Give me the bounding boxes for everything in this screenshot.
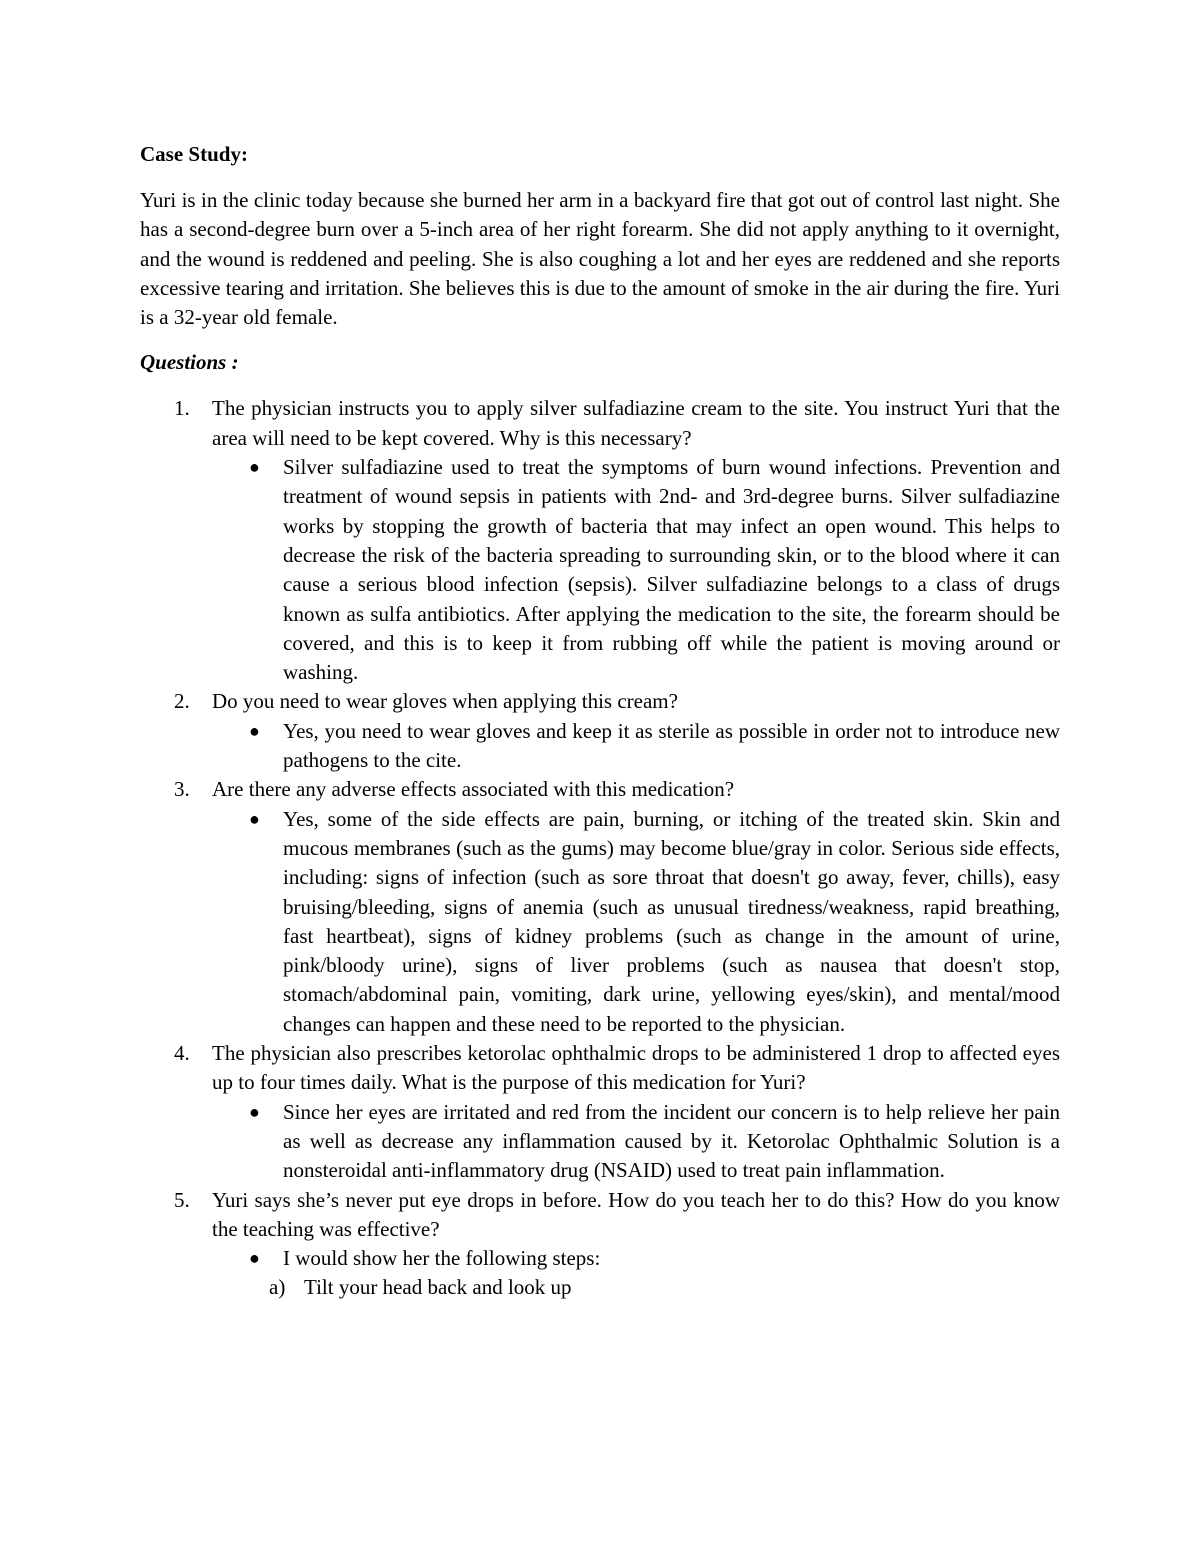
questions-list	[140, 394, 1060, 1302]
answer-text: Silver sulfadiazine used to treat the symptoms of burn wound infections. Prevention and treatment of wound sepsis in patients with 2nd- and 3rd-degree burns. Silver sulfadiazine works by stopping the growth of bacteria that may infect an open wound. This helps to decrease the risk of the bacteria spreading to surrounding skin, or to the blood where it can cause a serious blood infection (sepsis). Silver sulfadiazine belongs to a class of drugs known as sulfa antibiotics. After applying the medication to the site, the forearm should be covered, and this is to keep it from rubbing off while the patient is moving around or washing.	[283, 455, 1060, 685]
answer-list	[212, 1098, 1060, 1186]
question-number: 3.	[174, 777, 190, 802]
answer-item	[212, 717, 1060, 776]
question-text: The physician also prescribes ketorolac ophthalmic drops to be administered 1 drop to affected eyes up to four times daily. What is the purpose of this medication for Yuri?	[212, 1041, 1060, 1095]
question-item	[140, 1039, 1060, 1185]
questions-heading: Questions :	[140, 350, 239, 375]
answer-item	[212, 805, 1060, 1039]
bullet-icon: ●	[249, 720, 260, 741]
case-study-heading: Case Study:	[140, 142, 248, 166]
answer-text: Since her eyes are irritated and red from the incident our concern is to help relieve her pain as well as decrease any inflammation caused by it. Ketorolac Ophthalmic Solution is a nonsteroidal anti-inflammatory drug (NSAID) used to treat pain inflammation.	[283, 1099, 1060, 1183]
question-number: 1.	[174, 396, 190, 421]
question-text: Yuri says she’s never put eye drops in before. How do you teach her to do this? How do you know the teaching was effective?	[212, 1187, 1060, 1241]
question-item	[140, 394, 1060, 687]
answer-item	[212, 1244, 1060, 1273]
question-item	[140, 775, 1060, 1039]
steps-list	[212, 1273, 1060, 1302]
answer-list	[212, 717, 1060, 776]
question-item	[140, 1186, 1060, 1303]
case-study-intro: Yuri is in the clinic today because she burned her arm in a backyard fire that got out of control last night. She has a second-degree burn over a 5-inch area of her right forearm. She did not apply anything to it overnight, and the wound is reddened and peeling. She is also coughing a lot and her eyes are reddened and she reports excessive tearing and irritation. She believes this is due to the amount of smoke in the air during the fire. Yuri is a 32-year old female.	[140, 188, 1060, 330]
question-text: Are there any adverse effects associated with this medication?	[212, 777, 735, 802]
answer-item	[212, 453, 1060, 687]
step-label: a)	[269, 1275, 286, 1300]
bullet-icon: ●	[249, 1101, 260, 1122]
document-page	[140, 140, 1060, 1303]
bullet-icon: ●	[249, 1248, 260, 1269]
question-number: 5.	[174, 1187, 190, 1212]
step-item	[212, 1273, 1060, 1302]
step-text: Tilt your head back and look up	[304, 1275, 572, 1300]
answer-list	[212, 1244, 1060, 1273]
answer-item	[212, 1098, 1060, 1186]
bullet-icon: ●	[249, 808, 260, 829]
answer-text: Yes, you need to wear gloves and keep it as sterile as possible in order not to introduce new pathogens to the cite.	[283, 718, 1060, 773]
question-item	[140, 687, 1060, 775]
answer-text: I would show her the following steps:	[283, 1246, 601, 1271]
answer-list	[212, 805, 1060, 1039]
question-number: 4.	[174, 1041, 190, 1066]
question-number: 2.	[174, 689, 190, 714]
question-text: The physician instructs you to apply silver sulfadiazine cream to the site. You instruct Yuri that the area will need to be kept covered. Why is this necessary?	[212, 396, 1060, 450]
bullet-icon: ●	[249, 457, 260, 478]
answer-text: Yes, some of the side effects are pain, burning, or itching of the treated skin. Skin and mucous membranes (such as the gums) may become blue/gray in color. Serious side effects, including: signs of infection (such as sore throat that doesn't go away, fever, chills), easy bruising/bleeding, signs of anemia (such as unusual tiredness/weakness, rapid breathing, fast heartbeat), signs of kidney problems (such as change in the amount of urine, pink/bloody urine), signs of liver problems (such as nausea that doesn't stop, stomach/abdominal pain, vomiting, dark urine, yellowing eyes/skin), and mental/mood changes can happen and these need to be reported to the physician.	[283, 806, 1060, 1036]
question-text: Do you need to wear gloves when applying this cream?	[212, 689, 678, 714]
answer-list	[212, 453, 1060, 687]
